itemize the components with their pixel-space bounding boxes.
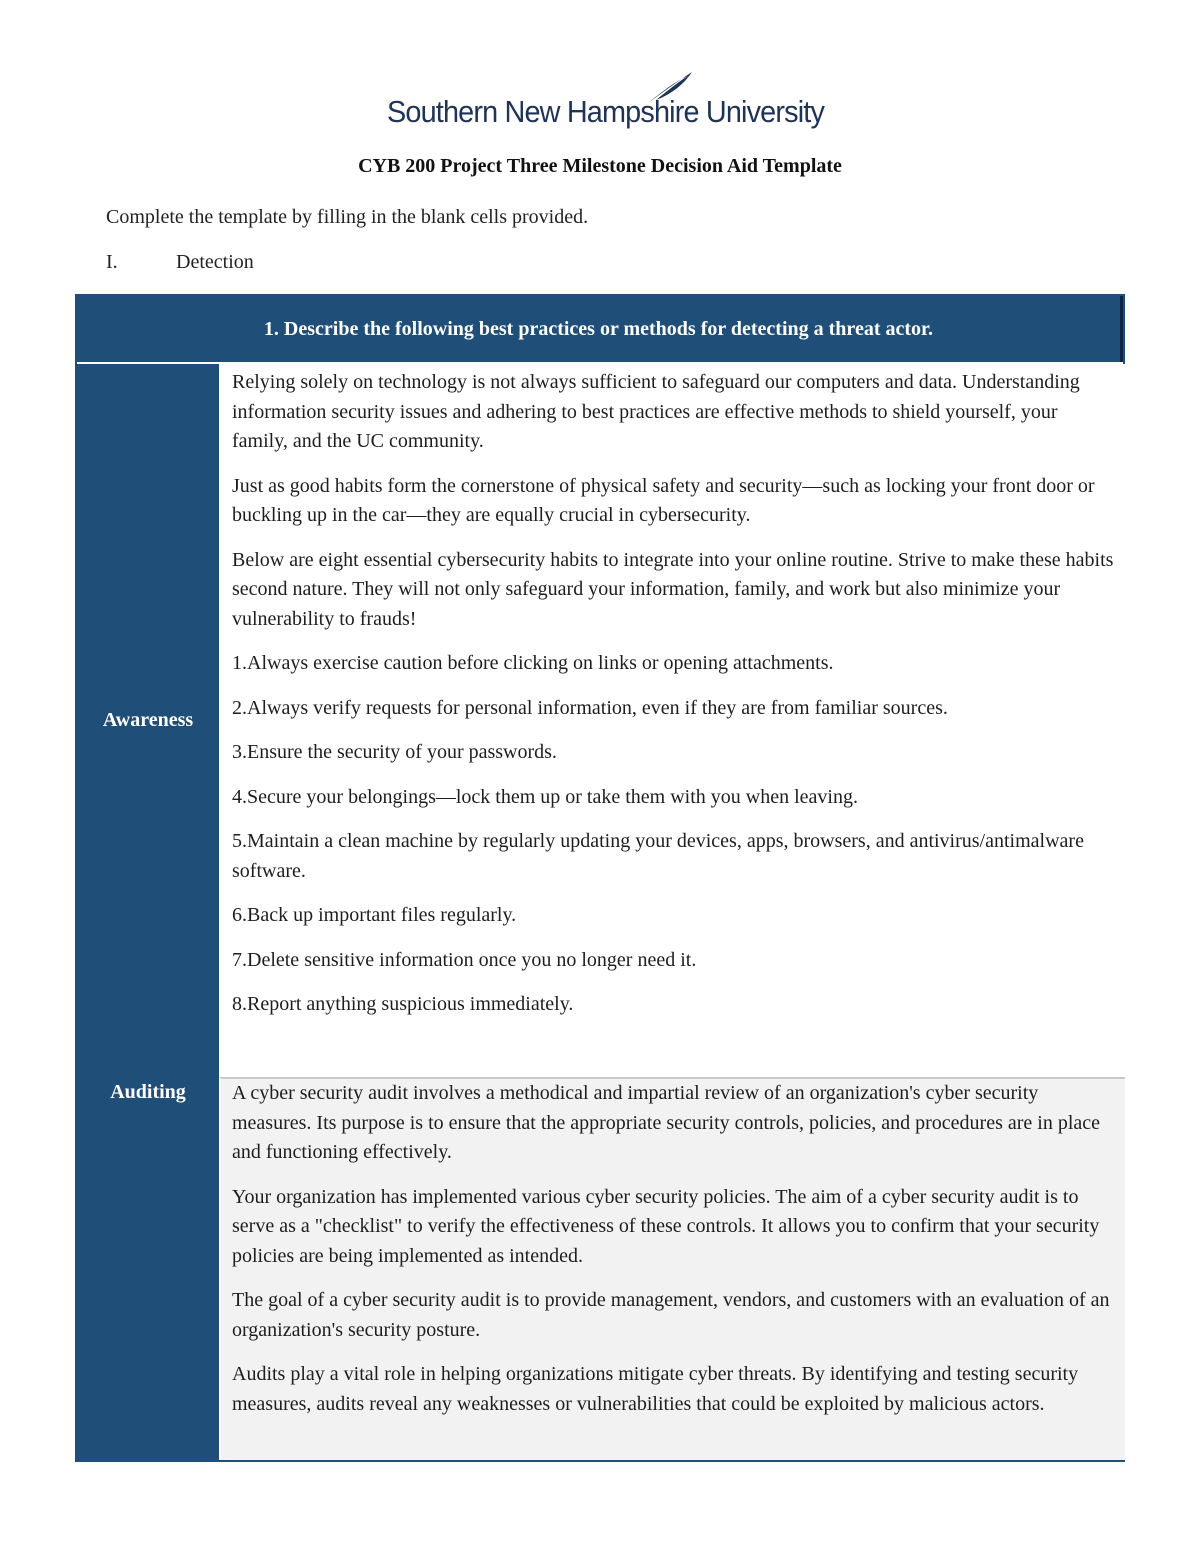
section-heading bbox=[106, 251, 254, 274]
university-name: Southern New Hampshire University bbox=[387, 94, 825, 129]
table-header: 1. Describe the following best practices or methods for detecting a threat actor. bbox=[77, 296, 1123, 362]
document-title: CYB 200 Project Three Milestone Decision Aid Template bbox=[358, 155, 842, 177]
section-number: I. bbox=[106, 251, 118, 273]
awareness-label: Awareness bbox=[102, 709, 194, 731]
awareness-habit: 5.Maintain a clean machine by regularly updating your devices, apps, browsers, and antivirus/antimalware software. bbox=[232, 830, 1084, 882]
awareness-habit: 8.Report anything suspicious immediately. bbox=[232, 993, 574, 1015]
awareness-habit: 7.Delete sensitive information once you no longer need it. bbox=[232, 948, 697, 971]
decision-aid-table bbox=[75, 294, 1125, 1462]
auditing-paragraph: The goal of a cyber security audit is to provide management, vendors, and customers with an evaluation of an organization's security posture. bbox=[232, 1289, 1110, 1341]
awareness-paragraph: Just as good habits form the cornerstone of physical safety and security—such as locking your front door or buckling up in the car—they are equally crucial in cybersecurity. bbox=[232, 474, 1095, 526]
auditing-paragraph: Audits play a vital role in helping organizations mitigate cyber threats. By identifying and testing security measures, audits reveal any weaknesses or vulnerabilities that could be exploited by malicious actors. bbox=[232, 1363, 1079, 1415]
awareness-paragraph: Relying solely on technology is not always sufficient to safeguard our computers and data. Understanding information security issues and adhering to best practices are effective methods to shield yourself, your family, and the UC community. bbox=[232, 371, 1080, 452]
auditing-content-cell[interactable] bbox=[219, 1077, 1125, 1460]
table-bottom-border bbox=[216, 1460, 1125, 1462]
university-logo bbox=[387, 70, 825, 136]
awareness-paragraph: Below are eight essential cybersecurity habits to integrate into your online routine. Strive to make these habits second nature. They will not only safeguard your information, family, and work but also minimize your vulnerability to frauds! bbox=[232, 548, 1114, 630]
awareness-habit: 4.Secure your belongings—lock them up or take them with you when leaving. bbox=[232, 785, 858, 808]
awareness-habit: 6.Back up important files regularly. bbox=[232, 904, 517, 926]
awareness-habit: 3.Ensure the security of your passwords. bbox=[232, 741, 557, 763]
section-title: Detection bbox=[176, 251, 254, 273]
row-label-awareness bbox=[77, 364, 219, 1077]
row-label-auditing bbox=[77, 1079, 219, 1460]
awareness-habit: 2.Always verify requests for personal information, even if they are from familiar sources. bbox=[232, 696, 948, 719]
auditing-paragraph: A cyber security audit involves a methodical and impartial review of an organization's cyber security measures. Its purpose is to ensure that the appropriate security controls, policies, and procedures are in place and functioning effectively. bbox=[232, 1082, 1101, 1163]
awareness-content-cell[interactable] bbox=[219, 364, 1125, 1077]
auditing-label: Auditing bbox=[110, 1081, 186, 1103]
auditing-paragraph: Your organization has implemented various cyber security policies. The aim of a cyber security audit is to serve as a "checklist" to verify the effectiveness of these controls. It allows you to confirm that your security policies are being implemented as intended. bbox=[232, 1185, 1100, 1267]
instructions-text: Complete the template by filling in the blank cells provided. bbox=[106, 206, 589, 228]
awareness-habit: 1.Always exercise caution before clicking on links or opening attachments. bbox=[232, 652, 834, 674]
